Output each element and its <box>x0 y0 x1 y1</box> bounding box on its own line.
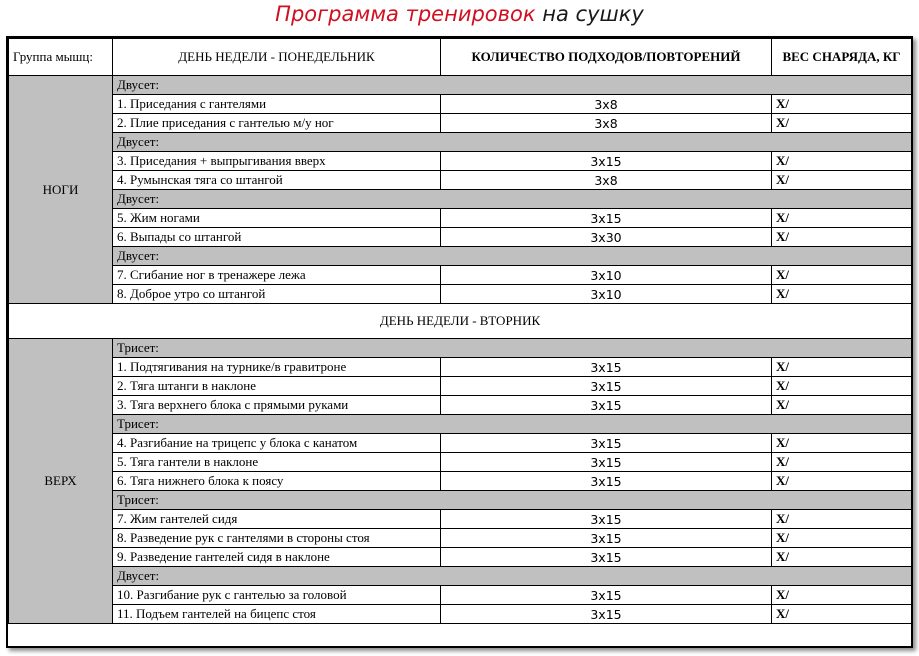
superset-header-row <box>9 491 912 510</box>
exercise-weight: Х/ <box>772 285 912 304</box>
exercise-row <box>9 453 912 472</box>
exercise-weight: Х/ <box>772 453 912 472</box>
superset-header-row <box>9 76 912 95</box>
exercise-weight: Х/ <box>772 529 912 548</box>
exercise-row <box>9 605 912 624</box>
exercise-row <box>9 152 912 171</box>
exercise-sets-reps: 3х15 <box>441 377 772 396</box>
superset-header-row <box>9 133 912 152</box>
exercise-sets-reps: 3х15 <box>441 586 772 605</box>
exercise-name: 8. Разведение рук с гантелями в стороны стоя <box>113 529 441 548</box>
superset-header-row <box>9 415 912 434</box>
workout-table <box>8 38 912 624</box>
exercise-row <box>9 171 912 190</box>
exercise-sets-reps: 3х15 <box>441 548 772 567</box>
exercise-weight: Х/ <box>772 209 912 228</box>
superset-header-row <box>9 247 912 266</box>
exercise-name: 4. Разгибание на трицепс у блока с канатом <box>113 434 441 453</box>
exercise-sets-reps: 3х8 <box>441 171 772 190</box>
header-day-monday: ДЕНЬ НЕДЕЛИ - ПОНЕДЕЛЬНИК <box>113 39 441 76</box>
exercise-row <box>9 548 912 567</box>
exercise-sets-reps: 3х15 <box>441 510 772 529</box>
superset-label: Двусет: <box>113 247 912 266</box>
exercise-weight: Х/ <box>772 228 912 247</box>
exercise-name: 4. Румынская тяга со штангой <box>113 171 441 190</box>
exercise-weight: Х/ <box>772 266 912 285</box>
exercise-sets-reps: 3х15 <box>441 209 772 228</box>
exercise-name: 5. Жим ногами <box>113 209 441 228</box>
table-body <box>9 76 912 624</box>
exercise-weight: Х/ <box>772 396 912 415</box>
superset-header-row <box>9 339 912 358</box>
exercise-row <box>9 529 912 548</box>
exercise-weight: Х/ <box>772 358 912 377</box>
superset-header-row <box>9 567 912 586</box>
exercise-row <box>9 377 912 396</box>
superset-label: Двусет: <box>113 567 912 586</box>
exercise-sets-reps: 3х30 <box>441 228 772 247</box>
exercise-row <box>9 586 912 605</box>
exercise-row <box>9 266 912 285</box>
exercise-weight: Х/ <box>772 472 912 491</box>
exercise-name: 2. Тяга штанги в наклоне <box>113 377 441 396</box>
exercise-weight: Х/ <box>772 605 912 624</box>
header-weight: ВЕС СНАРЯДА, КГ <box>772 39 912 76</box>
exercise-row <box>9 95 912 114</box>
exercise-name: 8. Доброе утро со штангой <box>113 285 441 304</box>
exercise-weight: Х/ <box>772 434 912 453</box>
superset-header-row <box>9 190 912 209</box>
superset-label: Двусет: <box>113 133 912 152</box>
exercise-name: 6. Тяга нижнего блока к поясу <box>113 472 441 491</box>
exercise-sets-reps: 3х15 <box>441 358 772 377</box>
exercise-weight: Х/ <box>772 95 912 114</box>
exercise-row <box>9 396 912 415</box>
exercise-row <box>9 472 912 491</box>
day-divider-row <box>9 304 912 339</box>
exercise-row <box>9 285 912 304</box>
exercise-weight: Х/ <box>772 586 912 605</box>
exercise-row <box>9 434 912 453</box>
exercise-name: 3. Тяга верхнего блока с прямыми руками <box>113 396 441 415</box>
exercise-sets-reps: 3х8 <box>441 95 772 114</box>
workout-table-frame <box>6 36 913 648</box>
exercise-weight: Х/ <box>772 377 912 396</box>
exercise-sets-reps: 3х15 <box>441 152 772 171</box>
exercise-row <box>9 228 912 247</box>
exercise-weight: Х/ <box>772 152 912 171</box>
superset-label: Трисет: <box>113 415 912 434</box>
header-muscle-group: Группа мышц: <box>9 39 113 76</box>
exercise-name: 10. Разгибание рук с гантелью за головой <box>113 586 441 605</box>
exercise-sets-reps: 3х15 <box>441 453 772 472</box>
exercise-row <box>9 209 912 228</box>
header-sets-reps: КОЛИЧЕСТВО ПОДХОДОВ/ПОВТОРЕНИЙ <box>441 39 772 76</box>
exercise-sets-reps: 3х15 <box>441 529 772 548</box>
exercise-sets-reps: 3х15 <box>441 434 772 453</box>
exercise-name: 6. Выпады со штангой <box>113 228 441 247</box>
title-red-part: Программа тренировок <box>275 2 536 26</box>
exercise-name: 1. Приседания с гантелями <box>113 95 441 114</box>
exercise-weight: Х/ <box>772 114 912 133</box>
exercise-weight: Х/ <box>772 171 912 190</box>
exercise-sets-reps: 3х15 <box>441 396 772 415</box>
exercise-name: 3. Приседания + выпрыгивания вверх <box>113 152 441 171</box>
superset-label: Двусет: <box>113 190 912 209</box>
page-title <box>0 0 919 30</box>
muscle-group-legs: НОГИ <box>9 76 113 304</box>
exercise-name: 2. Плие приседания с гантелью м/у ног <box>113 114 441 133</box>
exercise-name: 7. Жим гантелей сидя <box>113 510 441 529</box>
header-day-tuesday: ДЕНЬ НЕДЕЛИ - ВТОРНИК <box>9 304 912 339</box>
exercise-sets-reps: 3х10 <box>441 285 772 304</box>
exercise-row <box>9 114 912 133</box>
exercise-row <box>9 358 912 377</box>
exercise-name: 9. Разведение гантелей сидя в наклоне <box>113 548 441 567</box>
exercise-sets-reps: 3х10 <box>441 266 772 285</box>
exercise-sets-reps: 3х8 <box>441 114 772 133</box>
superset-label: Трисет: <box>113 491 912 510</box>
title-black-part: на сушку <box>542 2 644 26</box>
superset-label: Двусет: <box>113 76 912 95</box>
table-header-row <box>9 39 912 76</box>
exercise-name: 7. Сгибание ног в тренажере лежа <box>113 266 441 285</box>
exercise-weight: Х/ <box>772 548 912 567</box>
exercise-weight: Х/ <box>772 510 912 529</box>
exercise-sets-reps: 3х15 <box>441 605 772 624</box>
exercise-sets-reps: 3х15 <box>441 472 772 491</box>
muscle-group-upper: ВЕРХ <box>9 339 113 624</box>
exercise-name: 1. Подтягивания на турнике/в гравитроне <box>113 358 441 377</box>
exercise-name: 11. Подъем гантелей на бицепс стоя <box>113 605 441 624</box>
exercise-name: 5. Тяга гантели в наклоне <box>113 453 441 472</box>
superset-label: Трисет: <box>113 339 912 358</box>
exercise-row <box>9 510 912 529</box>
